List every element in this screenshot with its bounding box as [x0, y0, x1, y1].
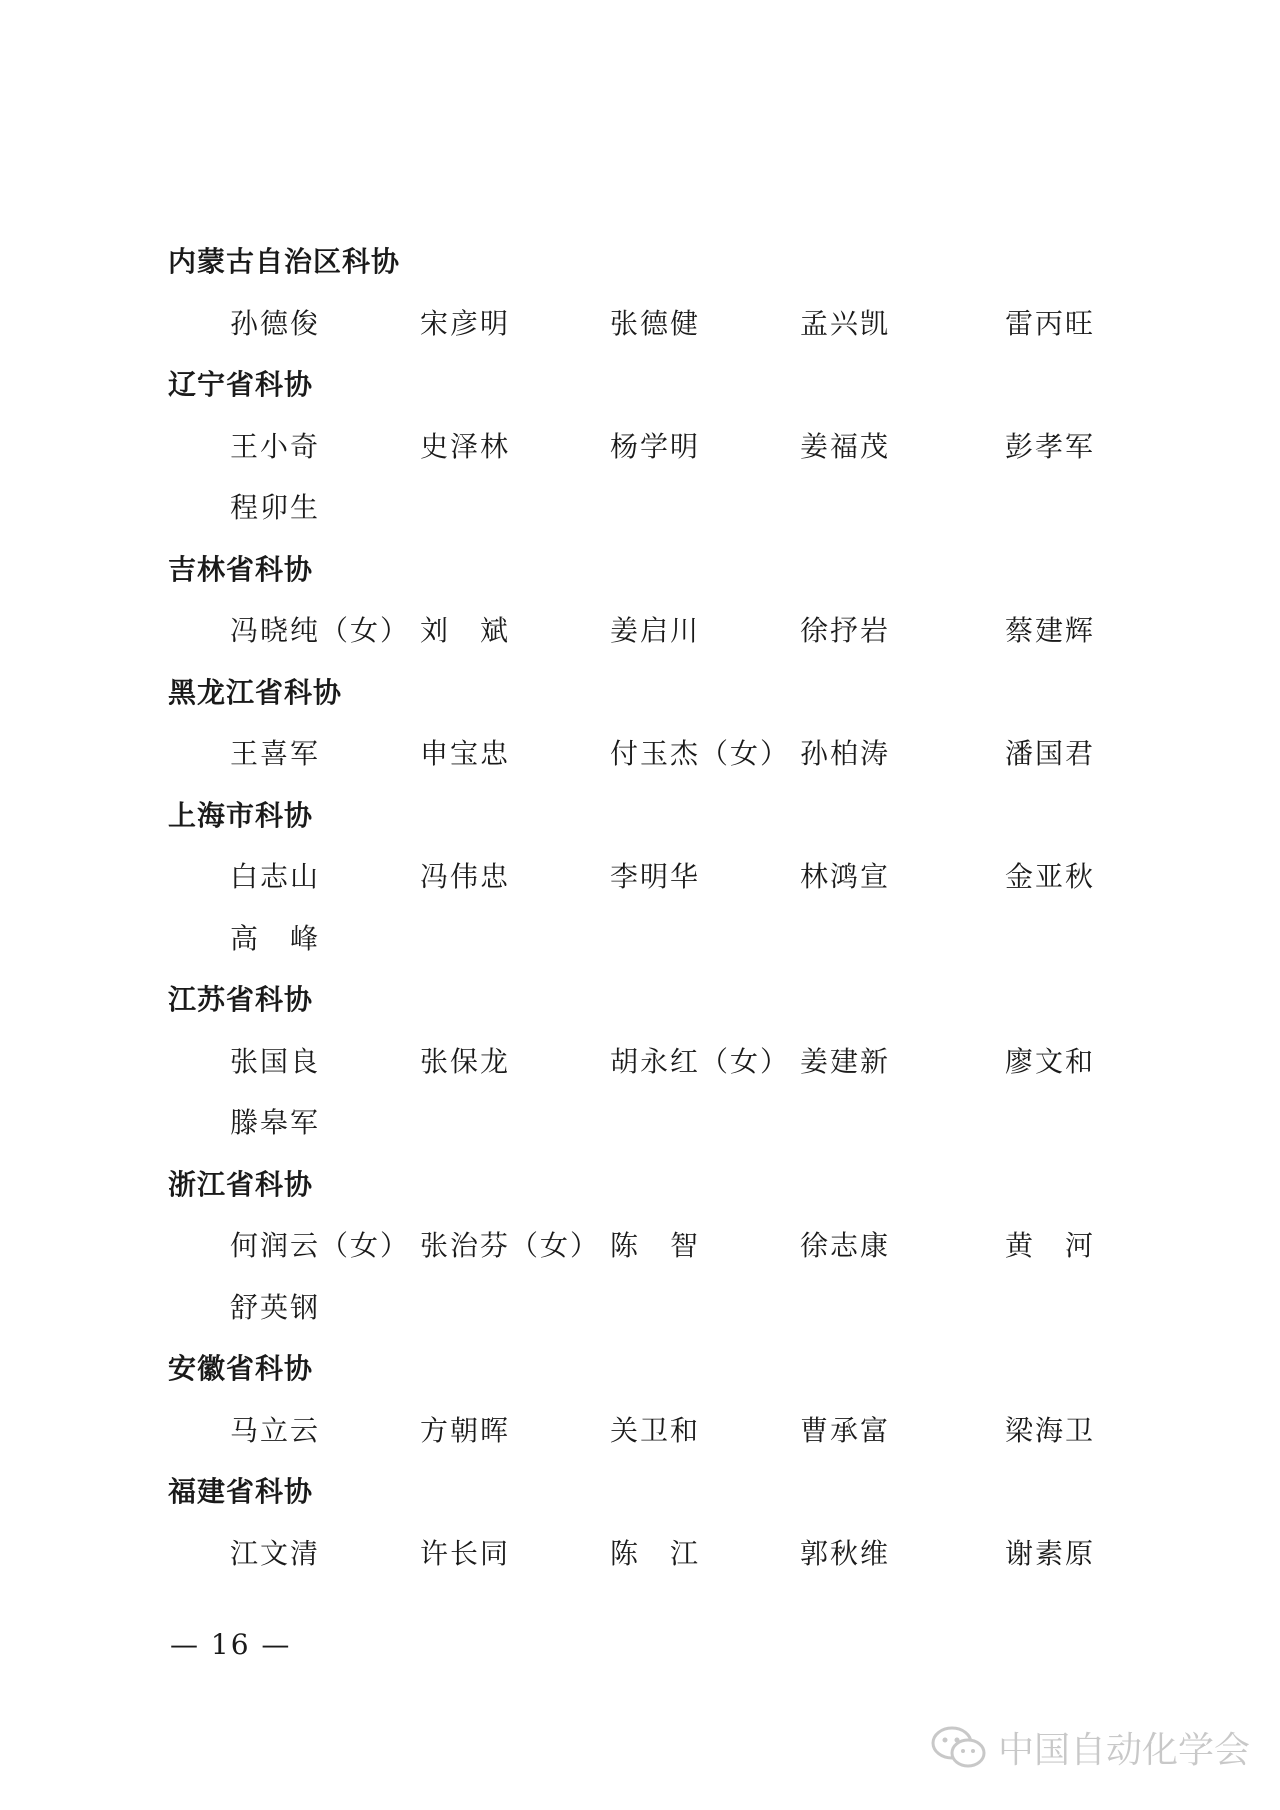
member-name: 关卫和	[610, 1413, 701, 1447]
member-name: 舒英钢	[230, 1290, 321, 1324]
member-name: 江文清	[230, 1536, 321, 1570]
member-name: 宋彦明	[420, 306, 511, 340]
member-name: 谢素原	[1005, 1536, 1096, 1570]
member-name: 姜福茂	[800, 429, 891, 463]
member-name: 冯晓纯（女）	[230, 614, 411, 647]
group-title: 江苏省科协	[168, 983, 314, 1016]
member-name: 姜建新	[800, 1044, 891, 1078]
member-name: 陈 江	[610, 1536, 701, 1570]
member-name: 滕皋军	[230, 1106, 321, 1139]
member-name: 姜启川	[610, 614, 701, 647]
member-name: 申宝忠	[420, 737, 511, 770]
member-name: 徐抒岩	[800, 614, 891, 647]
member-name: 陈 智	[610, 1229, 701, 1262]
member-name: 蔡建辉	[1005, 614, 1096, 647]
group-title: 黑龙江省科协	[168, 675, 343, 709]
member-name: 马立云	[230, 1413, 321, 1447]
member-name: 张国良	[230, 1044, 321, 1078]
member-name: 程卯生	[230, 491, 321, 524]
member-name: 孟兴凯	[800, 306, 891, 340]
member-name: 徐志康	[800, 1229, 891, 1262]
member-name: 高 峰	[230, 921, 321, 955]
member-name: 方朝晖	[420, 1413, 511, 1447]
member-name: 胡永红（女）	[610, 1044, 791, 1078]
member-name: 王喜军	[230, 737, 321, 770]
group-title: 吉林省科协	[168, 552, 314, 586]
member-name: 张保龙	[420, 1044, 511, 1078]
watermark-text: 中国自动化学会	[997, 1730, 1250, 1771]
member-name: 冯伟忠	[420, 860, 511, 893]
member-name: 许长同	[420, 1536, 511, 1570]
member-name: 彭孝军	[1005, 429, 1096, 463]
member-name: 张德健	[610, 306, 701, 340]
member-name: 孙德俊	[230, 306, 321, 340]
member-name: 雷丙旺	[1005, 306, 1096, 340]
group-title: 福建省科协	[168, 1475, 314, 1508]
group-title: 安徽省科协	[168, 1352, 314, 1385]
member-name: 张治芬（女）	[420, 1229, 601, 1262]
member-name: 林鸿宣	[800, 860, 891, 893]
member-name: 郭秋维	[800, 1536, 891, 1570]
watermark	[930, 1722, 1250, 1773]
member-name: 杨学明	[610, 429, 701, 463]
group-title: 内蒙古自治区科协	[168, 245, 401, 278]
member-name: 王小奇	[230, 429, 321, 463]
member-name: 刘 斌	[420, 614, 511, 647]
group-title: 上海市科协	[168, 798, 314, 832]
member-name: 梁海卫	[1005, 1413, 1096, 1447]
member-name: 曹承富	[800, 1413, 891, 1447]
member-name: 廖文和	[1005, 1044, 1096, 1078]
group-title: 辽宁省科协	[168, 368, 314, 401]
wechat-icon	[930, 1725, 988, 1771]
member-name: 黄 河	[1005, 1229, 1096, 1262]
member-name: 付玉杰（女）	[610, 737, 791, 770]
group-title: 浙江省科协	[168, 1167, 314, 1201]
member-name: 史泽林	[420, 429, 511, 463]
member-name: 金亚秋	[1005, 860, 1096, 893]
page-number: — 16 —	[170, 1628, 292, 1661]
member-name: 潘国君	[1005, 737, 1096, 770]
member-name: 李明华	[610, 860, 701, 893]
member-name: 何润云（女）	[230, 1229, 411, 1262]
member-name: 白志山	[230, 860, 321, 893]
member-name: 孙柏涛	[800, 737, 891, 770]
